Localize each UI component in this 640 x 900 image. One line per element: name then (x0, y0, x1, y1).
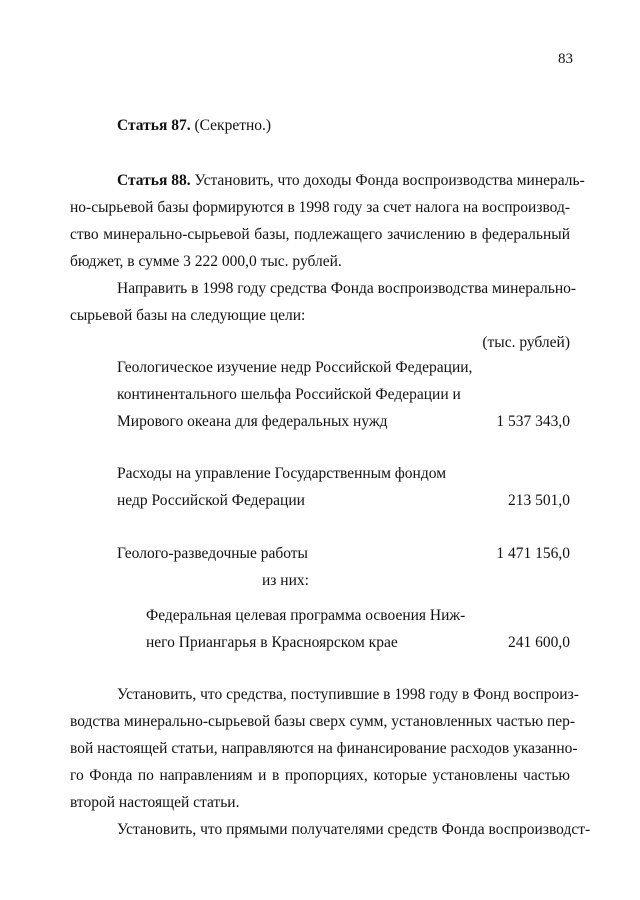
excess-paragraph-line-5: второй настоящей статьи. (70, 794, 240, 811)
article-88-line-3: ство минерально-сырьевой базы, подлежащего зачислению в федеральный (70, 226, 570, 243)
article-88-line-4: бюджет, в сумме 3 222 000,0 тыс. рублей. (70, 253, 342, 270)
sub-item-amount: 241 600,0 (508, 634, 570, 651)
item-1-line-2: континентального шельфа Российской Федерации и (117, 386, 461, 403)
article-88-title: Статья 88. (117, 172, 191, 189)
of-which-label: из них: (262, 572, 309, 589)
article-87-title: Статья 87. (117, 117, 191, 134)
sub-item-line-1: Федеральная целевая программа освоения Ниж- (146, 607, 466, 624)
item-2-amount: 213 501,0 (508, 492, 570, 509)
excess-paragraph-line-3: вой настоящей статьи, направляются на финансирование расходов указанно- (70, 740, 578, 757)
item-2-line-1: Расходы на управление Государственным фондом (117, 465, 446, 482)
excess-paragraph-line-4: го Фонда по направлениям и в пропорциях, которые установлены частью (70, 767, 570, 784)
article-87 (117, 117, 271, 135)
item-3-amount: 1 471 156,0 (496, 545, 570, 562)
item-2-line-2: недр Российской Федерации (117, 492, 305, 509)
article-88-line-1: Статья 88. Установить, что доходы Фонда воспроизводства минераль- (117, 172, 585, 189)
item-3-line-1: Геолого-разведочные работы (117, 545, 308, 562)
page-number: 83 (558, 51, 573, 67)
item-1-amount: 1 537 343,0 (496, 413, 570, 430)
item-1-line-3: Мирового океана для федеральных нужд (117, 413, 388, 430)
article-87-text: (Секретно.) (190, 117, 272, 134)
excess-paragraph-line-1: Установить, что средства, поступившие в 1998 году в Фонд воспроиз- (117, 686, 579, 703)
article-88-line-2: но-сырьевой базы формируются в 1998 году за счет налога на воспроизвод- (70, 199, 571, 216)
excess-paragraph-line-2: водства минерально-сырьевой базы сверх сумм, установленных частью пер- (70, 713, 576, 730)
sub-item-line-2: него Приангарья в Красноярском крае (146, 634, 398, 651)
direct-paragraph-line-1: Направить в 1998 году средства Фонда воспроизводства минерально- (117, 280, 577, 297)
item-1-line-1: Геологическое изучение недр Российской Федерации, (117, 359, 473, 376)
unit-label: (тыс. рублей) (482, 334, 570, 351)
direct-paragraph-line-2: сырьевой базы на следующие цели: (70, 307, 306, 324)
recipients-paragraph-line-1: Установить, что прямыми получателями средств Фонда воспроизводст- (117, 821, 591, 838)
